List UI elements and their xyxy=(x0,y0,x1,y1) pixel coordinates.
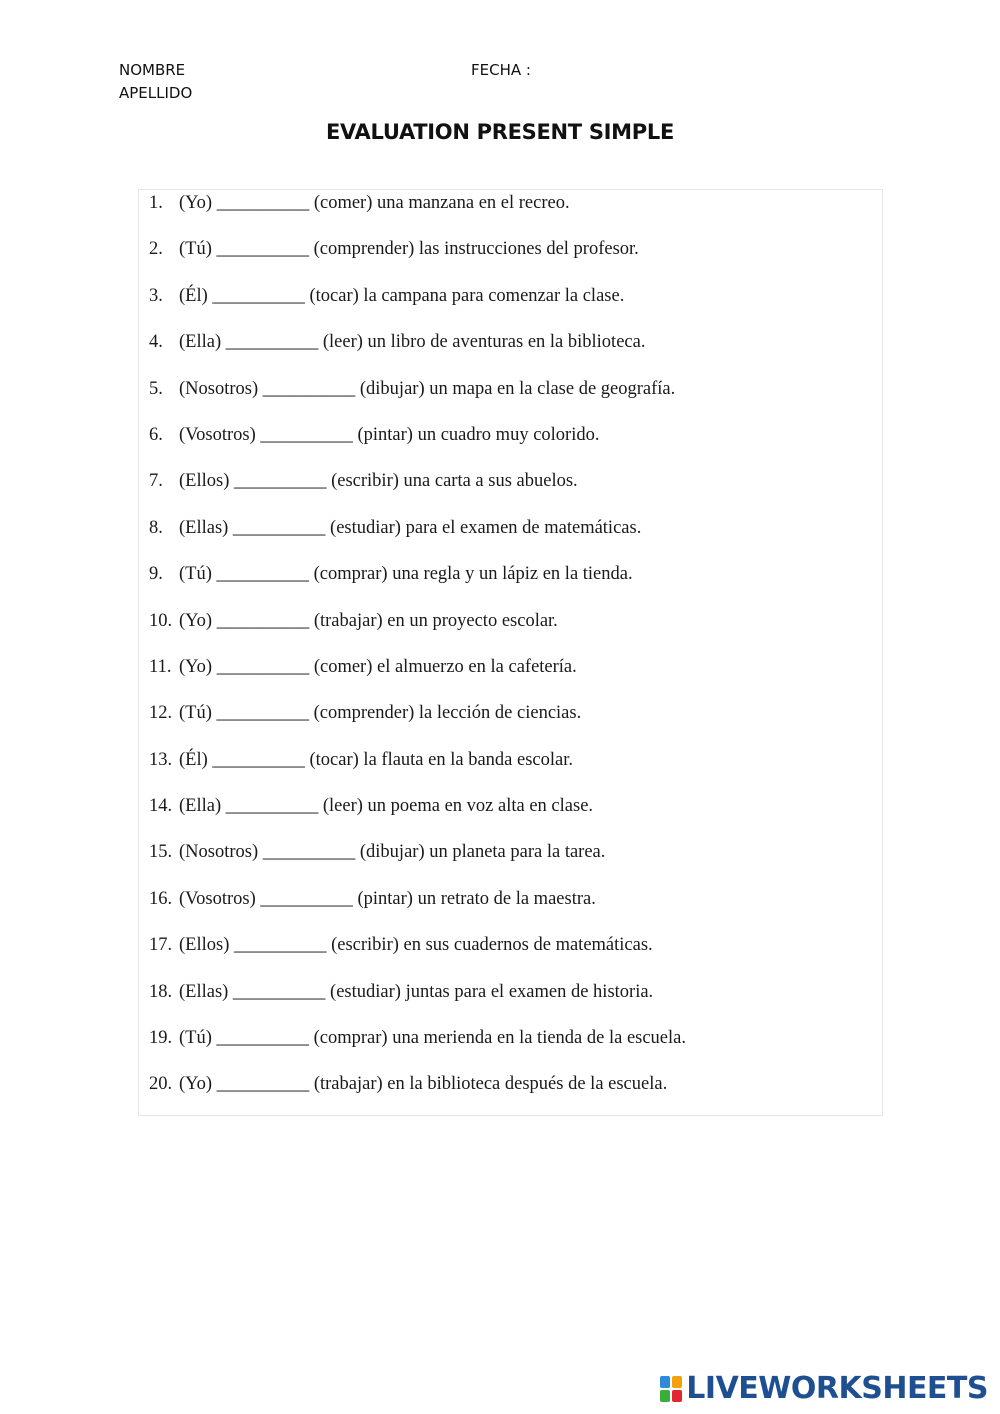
exercise-item xyxy=(149,513,686,559)
exercise-text: (Ella) __________ (leer) un libro de aventuras en la biblioteca. xyxy=(179,332,646,353)
exercise-number: 9. xyxy=(149,564,163,585)
exercise-item xyxy=(149,281,686,327)
exercise-number: 6. xyxy=(149,424,163,445)
exercise-number: 17. xyxy=(149,935,173,956)
exercise-number: 1. xyxy=(149,193,163,213)
exercise-number: 5. xyxy=(149,378,163,399)
liveworksheets-logo-icon xyxy=(660,1376,682,1402)
exercise-text: (Yo) __________ (comer) una manzana en el recreo. xyxy=(179,193,570,213)
exercise-number: 10. xyxy=(149,610,173,631)
exercise-text: (Vosotros) __________ (pintar) un retrato de la maestra. xyxy=(179,888,596,909)
exercise-number: 20. xyxy=(149,1074,173,1095)
apellido-label: APELLIDO xyxy=(119,84,193,102)
exercise-item xyxy=(149,837,686,883)
exercise-text: (Nosotros) __________ (dibujar) un mapa en la clase de geografía. xyxy=(179,378,676,399)
exercise-text: (Tú) __________ (comprender) las instrucciones del profesor. xyxy=(179,239,639,260)
exercise-number: 2. xyxy=(149,239,163,260)
exercise-text: (Él) __________ (tocar) la flauta en la banda escolar. xyxy=(179,749,573,770)
exercise-text: (Nosotros) __________ (dibujar) un planeta para la tarea. xyxy=(179,842,606,863)
exercise-item xyxy=(149,698,686,744)
exercise-number: 11. xyxy=(149,656,172,677)
exercise-number: 8. xyxy=(149,517,163,538)
exercise-number: 3. xyxy=(149,285,163,306)
exercise-text: (Ellos) __________ (escribir) en sus cuadernos de matemáticas. xyxy=(179,935,653,956)
exercise-item xyxy=(149,420,686,466)
nombre-label: NOMBRE xyxy=(119,61,186,79)
exercise-text: (Ella) __________ (leer) un poema en voz alta en clase. xyxy=(179,796,594,817)
exercise-number: 12. xyxy=(149,703,173,724)
exercise-text: (Tú) __________ (comprender) la lección de ciencias. xyxy=(179,703,582,724)
exercise-number: 14. xyxy=(149,796,173,817)
exercise-text: (Yo) __________ (trabajar) en un proyecto escolar. xyxy=(179,610,558,631)
exercise-item xyxy=(149,188,686,234)
fecha-label: FECHA : xyxy=(471,61,531,79)
logo-square-orange xyxy=(672,1376,682,1388)
exercise-item xyxy=(149,1069,686,1115)
exercise-item xyxy=(149,234,686,280)
brand-name: LIVEWORKSHEETS xyxy=(686,1371,988,1406)
logo-square-green xyxy=(660,1390,670,1402)
exercise-number: 15. xyxy=(149,842,173,863)
exercise-item xyxy=(149,559,686,605)
page-title: EVALUATION PRESENT SIMPLE xyxy=(325,120,674,144)
exercise-number: 7. xyxy=(149,471,163,492)
exercise-number: 4. xyxy=(149,332,163,353)
exercise-number: 13. xyxy=(149,749,173,770)
exercise-item xyxy=(149,1023,686,1069)
exercise-item xyxy=(149,930,686,976)
exercise-item xyxy=(149,745,686,791)
exercise-list xyxy=(149,188,686,1116)
brand-watermark xyxy=(660,1371,988,1406)
exercise-item xyxy=(149,327,686,373)
exercise-item xyxy=(149,977,686,1023)
exercise-item xyxy=(149,606,686,652)
logo-square-red xyxy=(672,1390,682,1402)
exercise-text: (Tú) __________ (comprar) una regla y un lápiz en la tienda. xyxy=(179,564,633,585)
exercise-text: (Él) __________ (tocar) la campana para comenzar la clase. xyxy=(179,285,625,306)
exercise-number: 19. xyxy=(149,1028,173,1049)
exercise-text: (Tú) __________ (comprar) una merienda en la tienda de la escuela. xyxy=(179,1028,686,1049)
exercise-item xyxy=(149,466,686,512)
exercise-number: 16. xyxy=(149,888,173,909)
exercise-item xyxy=(149,791,686,837)
exercise-text: (Ellos) __________ (escribir) una carta a sus abuelos. xyxy=(179,471,578,492)
exercise-text: (Vosotros) __________ (pintar) un cuadro muy colorido. xyxy=(179,424,600,445)
exercise-item xyxy=(149,374,686,420)
exercise-text: (Yo) __________ (comer) el almuerzo en la cafetería. xyxy=(179,656,577,677)
exercise-text: (Ellas) __________ (estudiar) juntas para el examen de historia. xyxy=(179,981,654,1002)
logo-square-blue xyxy=(660,1376,670,1388)
exercise-number: 18. xyxy=(149,981,173,1002)
exercise-text: (Ellas) __________ (estudiar) para el examen de matemáticas. xyxy=(179,517,642,538)
exercise-text: (Yo) __________ (trabajar) en la biblioteca después de la escuela. xyxy=(179,1074,668,1095)
exercise-item xyxy=(149,884,686,930)
exercise-item xyxy=(149,652,686,698)
